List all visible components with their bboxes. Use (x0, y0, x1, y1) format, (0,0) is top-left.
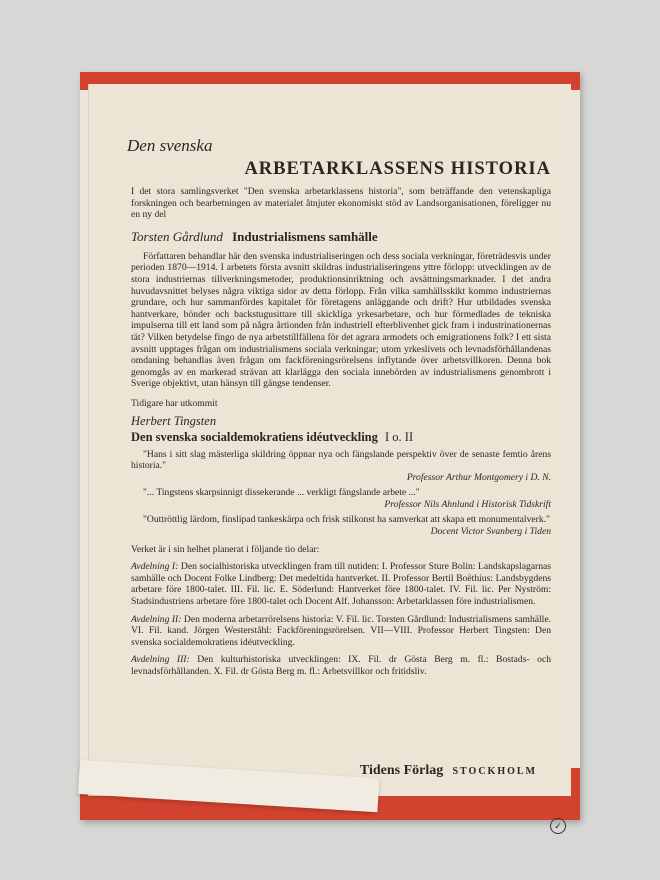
dust-jacket (88, 84, 571, 796)
previous-author: Herbert Tingsten (131, 413, 217, 428)
section-text: Den socialhistoriska utvecklingen fram till nutiden: I. Professor Sture Bolin: Landskapslagarnas samhälle och Docent Folke Lindberg: Det medeltida hantverket. II. Professor Bertil Boëthius: Landsbygdens arbetare före 1800-talet. III. Fil. lic. E. Söderlund: Hantverket före 1800-talet. IV. Fil. lic. Per Nyström: Stadsindustriens arbetare före 1800-talet och Docent Alf. Johansson: Arbetarklassen före industrialismen. (131, 561, 552, 608)
book-back-cover (80, 72, 580, 831)
previous-volumes: I o. II (385, 429, 414, 444)
quote-text: "... Tingstens skarpsinnigt dissekerande ... verkligt fängslande arbete ..." (143, 487, 420, 499)
intro-paragraph: I det stora samlingsverket "Den svenska arbetarklassens historia", som beträffande den vetenskapliga forskningen och bearbetningen av materialet åtnjuter ekonomiskt stöd av Landsorganisationen, föreligger nu en ny del (131, 186, 551, 221)
description-paragraph: Författaren behandlar här den svenska industrialiseringen och dess sociala verkningar, företrädesvis under perioden 1870—1914. I arbetets första avsnitt skildras industrialiseringens yttre förlopp: utvecklingen av de stora industriernas tillverkningsmetoder, produktionsinriktning och avsättningsmarknader. I det andra huvudavsnittet belyses några viktiga sidor av detta förlopp. Från vilka samhällsskikt kommo industriernas grundare, och hur sammanfördes kapitalet för företagens anläggande och drift? Hur utbildades svenska hantverkare, bönder och backstugusittare till skickliga yrkesarbetare, och hur förmedlades de tekniska impulserna till ett land som på några årtionden från industriell efterblivenhet gick fram i industrinationernas tät? Vilken betydelse fingo de nya arbetstillfällena för det agrara armodets och emigrationens folk? I ett sista avsnitt upptages frågan om industrialismens sociala verkningar; utom yrkeslivets och levnadsförhållandenas omdaning behandlas även frågan om fackföreningsrörelsens inflytande över arbetsvillkoren. Denna bok genomgås av en markerad strävan att klarlägga den sociala innebörden av industrialismens genombrott i Sverige objektivt, utan hänsyn till gängse tendenser. (131, 250, 551, 390)
previous-title (131, 429, 551, 445)
quote (131, 487, 551, 510)
featured-author: Torsten Gårdlund (131, 228, 223, 244)
section-head: Avdelning II: (131, 613, 182, 625)
previous-title-text: Den svenska socialdemokratiens idéutveckling (131, 429, 378, 444)
publisher (360, 762, 537, 779)
jacket-text (127, 136, 552, 678)
featured-book (131, 229, 551, 245)
section-text: Den moderna arbetarrörelsens historia: V. Fil. lic. Torsten Gårdlund: Industrialismens samhälle. VI. Fil. kand. Jörgen Westerståhl: Fackföreningsrörelsen. VII—VIII. Professor Herbert Tingsten: Den svenska socialdemokratiens idéutveckling. (131, 613, 551, 648)
plan-section (131, 614, 551, 649)
plan-intro: Verket är i sin helhet planerat i följande tio delar: (131, 543, 320, 555)
quote-text: "Hans i sitt slag mästerliga skildring öppnar nya och fängslande perspektiv över de senaste femtio årens historia." (131, 448, 551, 472)
section-head: Avdelning I: (131, 561, 179, 573)
featured-title: Industrialismens samhälle (232, 228, 378, 244)
publisher-logo-icon: ✓ (550, 818, 566, 834)
series-title: ARBETARKLASSENS HISTORIA (244, 159, 551, 179)
section-head: Avdelning III: (131, 654, 190, 666)
publisher-name: Tidens Förlag (359, 763, 444, 778)
quote-source: Professor Nils Ahnlund i Historisk Tidskrift (384, 498, 551, 510)
plan-section (131, 654, 551, 677)
quote-source: Docent Victor Svanberg i Tiden (430, 526, 551, 538)
quote-source: Professor Arthur Montgomery i D. N. (406, 471, 551, 483)
quote (131, 449, 551, 484)
quote (131, 514, 551, 537)
series-line: Den svenska (127, 136, 213, 155)
publisher-city: STOCKHOLM (452, 766, 537, 777)
section-text: Den kulturhistoriska utvecklingen: IX. Fil. dr Gösta Berg m. fl.: Bostads- och levnadsförhållanden. X. Fil. dr Gösta Berg m. fl.: Arbetsvillkor och fritidsliv. (131, 654, 551, 677)
quote-text: "Outtröttlig lärdom, finslipad tankeskärpa och frisk stilkonst ha samverkat att skapa ett monumentalverk." (143, 514, 550, 526)
plan-section (131, 561, 551, 607)
previous-label: Tidigare har utkommit (131, 397, 218, 409)
